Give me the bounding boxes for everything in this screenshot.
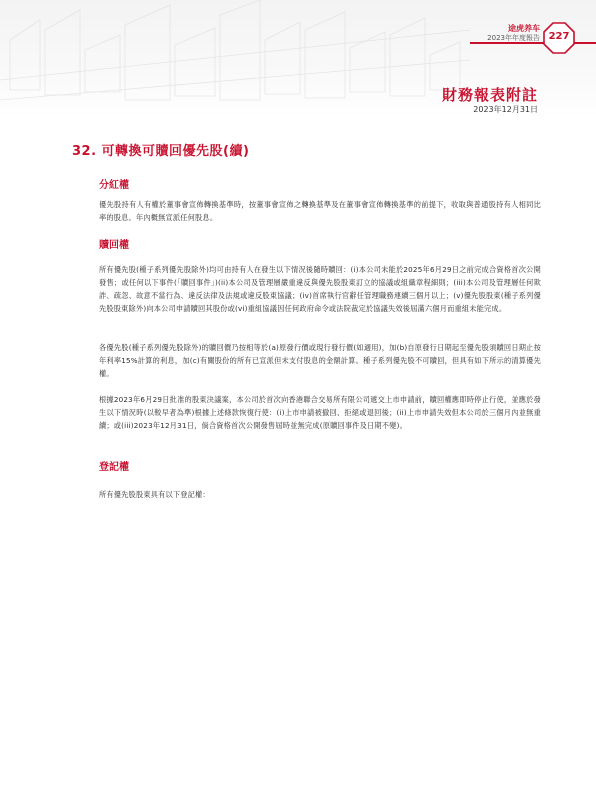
dividend-rights-paragraph: 優先股持有人有權於董事會宣佈轉換基準時，按董事會宣佈之轉換基準及在董事會宣佈轉換基準的前提下，收取與普通股持有人相同比率的股息。年內概無宣派任何股息。 [99,200,541,222]
section-date: 2023年12月31日 [473,105,538,114]
dividend-rights-heading: 分紅權 [99,180,129,191]
redemption-rights-paragraph-2: 各優先股(種子系列優先股除外)的贖回價乃按相等於(a)原發行價或現行發行價(如適用)，加(b)自原發行日期起至優先股須贖回日期止按年利率15%計算的利息，加(c)有關股份的所有已宣派但未支付股息的金額計算。種子系列優先股不可贖回，但具有如下所示的清算優先權。 [99,343,541,378]
brand-name: 途虎养车 [508,24,540,33]
registration-rights-heading: 登記權 [99,462,129,473]
page-number-badge [543,22,575,54]
page-number: 227 [548,31,570,42]
report-title: 2023年年度報告 [487,34,540,42]
redemption-rights-paragraph-3: 根據2023年6月29日批准的股東決議案，本公司於首次向香港聯合交易所有限公司遞交上市申請前，贖回權應即時停止行使，並應於發生以下情況時(以較早者為準)根據上述條款恢復行使：(i)上市申請被撤回、拒絕或退回後；(ii)上市申請失效但本公司於三個月內並無重續；或(iii)2023年12月31日，倘合資格首次公開發售屆時並無完成(原贖回事件及日期不變)。 [99,395,541,430]
section-title: 財務報表附註 [441,86,538,104]
note-heading: 32. 可轉換可贖回優先股(續) [72,144,250,159]
redemption-rights-heading: 贖回權 [99,240,129,251]
redemption-rights-paragraph-1: 所有優先股(種子系列優先股除外)均可由持有人在發生以下情況後隨時贖回：(i)本公司未能於2025年6月29日之前完成合資格首次公開發售；或任何以下事件(「贖回事件」)(ii)本公司及管理層嚴重違反與優先股股東訂立的協議或組織章程細則；(iii)本公司及管理層任何欺詐、疏忽、故意不當行為、違反法律及法規或違反股東協議；(iv)首席執行官辭任管理職務連續三個月以上；(v)優先股股東(種子系列優先股股東除外)向本公司申請贖回其股份或(vi)重組協議因任何政府命令或法院裁定於協議失效後屆滿六個月而重組未能完成。 [99,265,541,313]
brand-block [470,24,540,43]
registration-rights-paragraph: 所有優先股股東具有以下登記權： [99,490,210,499]
